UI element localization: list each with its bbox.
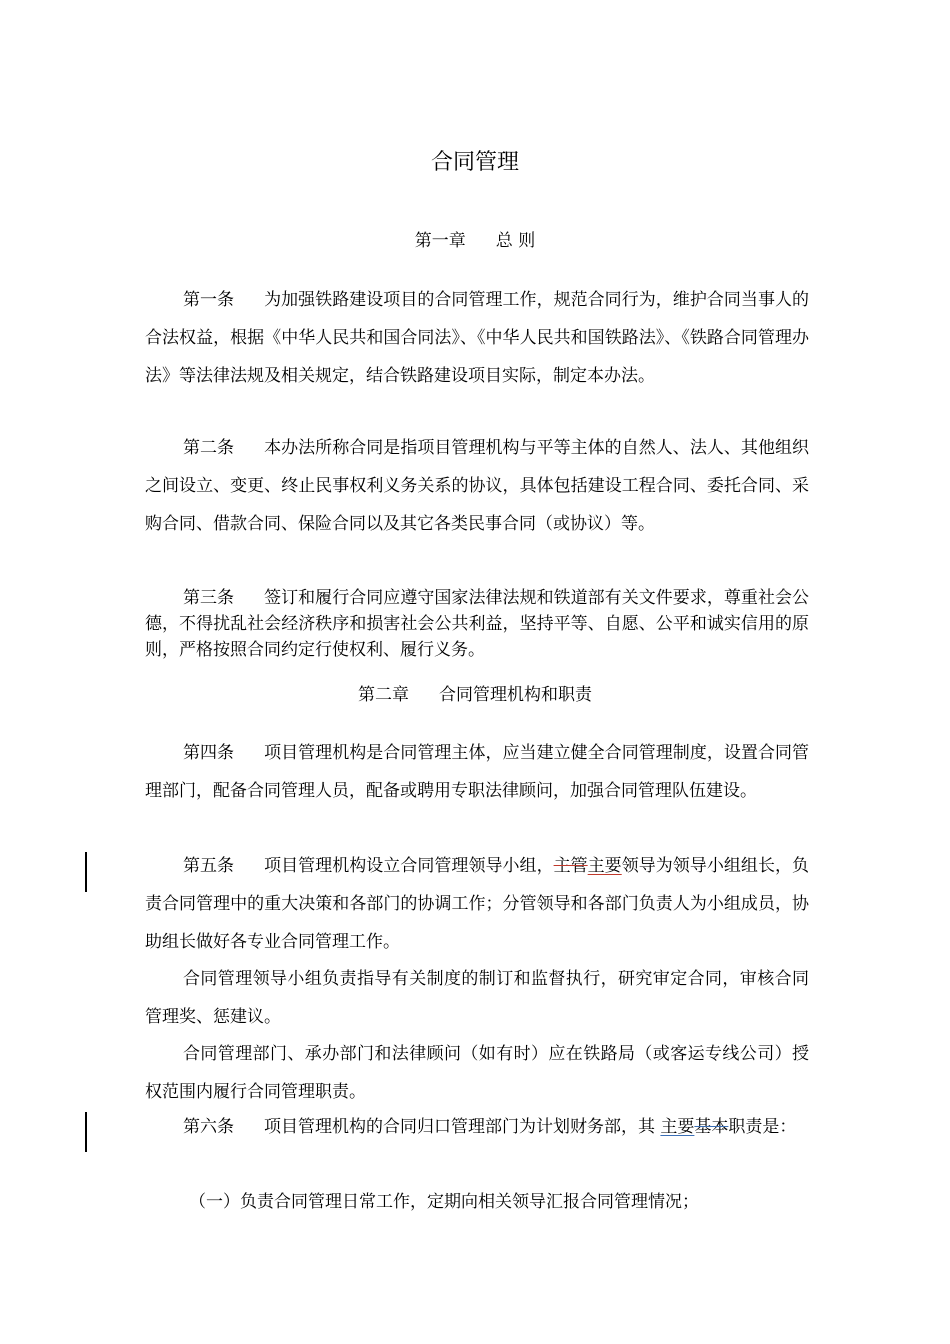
revision-change-bar — [85, 1112, 87, 1152]
tracked-insertion[interactable]: 主要 — [660, 1117, 695, 1137]
chapter-1-name: 总 则 — [495, 231, 536, 251]
article-1-number: 第一条 — [183, 290, 235, 310]
revision-change-bar — [85, 852, 87, 892]
article-4 — [145, 734, 809, 810]
article-1-text: 为加强铁路建设项目的合同管理工作，规范合同行为，维护合同当事人的合法权益，根据《中华人民共和国合同法》、《中华人民共和国铁路法》、《铁路合同管理办法》等法律法规及相关规定，结合铁路建设项目实际，制定本办法。 — [145, 290, 810, 386]
paragraph-departments: 合同管理部门、承办部门和法律顾问（如有时）应在铁路局（或客运专线公司）授权范围内履行合同管理职责。 — [145, 1044, 809, 1102]
list-item-1: （一）负责合同管理日常工作，定期向相关领导汇报合同管理情况； — [189, 1192, 699, 1212]
article-4-number: 第四条 — [183, 743, 235, 763]
article-6-text-before: 项目管理机构的合同归口管理部门为计划财务部，其 — [264, 1117, 661, 1137]
article-5 — [145, 847, 809, 961]
chapter-2-heading — [0, 682, 950, 708]
article-1 — [145, 281, 809, 395]
article-2-number: 第二条 — [183, 438, 235, 458]
article-3-text: 签订和履行合同应遵守国家法律法规和铁道部有关文件要求，尊重社会公德，不得扰乱社会经济秩序和损害社会公共利益，坚持平等、自愿、公平和诚实信用的原则，严格按照合同约定行使权利、履行义务。 — [145, 588, 810, 660]
article-3-number: 第三条 — [183, 588, 235, 608]
tracked-deletion[interactable]: 主管 — [553, 856, 588, 876]
tracked-deletion[interactable]: 基本 — [694, 1117, 729, 1137]
article-4-text: 项目管理机构是合同管理主体，应当建立健全合同管理制度，设置合同管理部门，配备合同管理人员，配备或聘用专职法律顾问，加强合同管理队伍建设。 — [145, 743, 810, 801]
article-2-text: 本办法所称合同是指项目管理机构与平等主体的自然人、法人、其他组织之间设立、变更、终止民事权利义务关系的协议，具体包括建设工程合同、委托合同、采购合同、借款合同、保险合同以及其它各类民事合同（或协议）等。 — [145, 438, 810, 534]
article-5-number: 第五条 — [183, 856, 235, 876]
chapter-1-number: 第一章 — [414, 231, 466, 251]
article-5-text-after: 领导为领导小组组长，负责合同管理中的重大决策和各部门的协调工作；分管领导和各部门负责人为小组成员，协助组长做好各专业合同管理工作。 — [145, 856, 810, 952]
paragraph-leader-group: 合同管理领导小组负责指导有关制度的制订和监督执行，研究审定合同，审核合同管理奖、惩建议。 — [145, 969, 809, 1027]
chapter-1-heading — [0, 228, 950, 254]
article-6-number: 第六条 — [183, 1117, 234, 1137]
article-6 — [145, 1108, 809, 1146]
chapter-2-number: 第二章 — [358, 685, 409, 705]
article-2 — [145, 429, 809, 543]
chapter-2-name: 合同管理机构和职责 — [439, 685, 592, 705]
document-title: 合同管理 — [430, 150, 519, 175]
article-6-text-after: 职责是： — [728, 1117, 797, 1137]
article-5-text-before: 项目管理机构设立合同管理领导小组， — [264, 856, 554, 876]
tracked-insertion[interactable]: 主要 — [587, 856, 622, 876]
article-3 — [145, 585, 809, 663]
